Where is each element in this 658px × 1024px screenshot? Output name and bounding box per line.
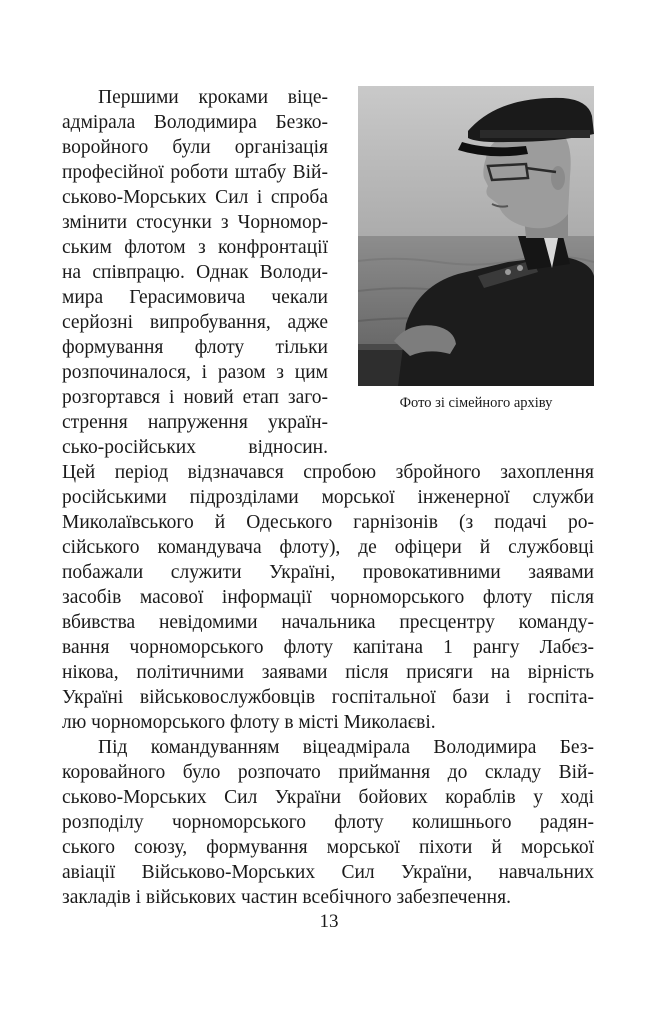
- text-line: формування флоту тільки: [62, 337, 328, 358]
- text-line: сько-російських відносин.: [62, 437, 328, 458]
- officer-photo: [358, 86, 594, 386]
- text-line: авіації Військово-Морських Сил України, навчальних: [62, 862, 594, 883]
- text-line: ськово-Морських Сил України бойових кораблів у ході: [62, 787, 594, 808]
- text-line: стрення напруження україн-: [62, 412, 328, 433]
- text-line: мира Герасимовича чекали: [62, 287, 328, 308]
- text-line: професійної роботи штабу Вій-: [62, 162, 328, 183]
- text-line: лю чорноморського флоту в місті Миколаєві.: [62, 712, 436, 733]
- text-line: сійського командувача флоту), де офіцери й службовці: [62, 537, 594, 558]
- text-line: розпочиналося, і разом з цим: [62, 362, 328, 383]
- text-line: Цей період відзначався спробою збройного захоплення: [62, 462, 594, 483]
- text-line: адмірала Володимира Безко-: [62, 112, 328, 133]
- text-line: ського союзу, формування морської піхоти й морської: [62, 837, 594, 858]
- text-line: розгортався і новий етап заго-: [62, 387, 328, 408]
- text-line: ськово-Морських Сил і спроба: [62, 187, 328, 208]
- page-number: 13: [319, 911, 339, 932]
- text-line: серйозні випробування, адже: [62, 312, 328, 333]
- text-line: розподілу чорноморського флоту колишнього радян-: [62, 812, 594, 833]
- text-line: закладів і військових частин всебічного забезпечення.: [62, 887, 511, 908]
- text-line: Миколаївського й Одеського гарнізонів (з подачі ро-: [62, 512, 594, 533]
- text-line: засобів масової інформації чорноморського флоту після: [62, 587, 594, 608]
- text-line: вання чорноморського флоту капітана 1 рангу Лабєз-: [62, 637, 594, 658]
- text-line: воройного були організація: [62, 137, 328, 158]
- text-line: побажали служити Україні, провокативними заявами: [62, 562, 594, 583]
- text-line: коровайного було розпочато приймання до складу Вій-: [62, 762, 594, 783]
- text-line: Першими кроками віце-: [98, 87, 328, 108]
- photo-caption: Фото зі сімейного архіву: [399, 395, 553, 411]
- text-line: російськими підрозділами морської інженерної служби: [62, 487, 594, 508]
- text-line: вбивства невідомими начальника пресцентру команду-: [62, 612, 594, 633]
- text-line: Україні військовослужбовців госпітальної бази і госпіта-: [62, 687, 594, 708]
- text-line: змінити стосунки з Чорномор-: [62, 212, 328, 233]
- text-line: ським флотом з конфронтації: [62, 237, 328, 258]
- officer-portrait-image: [358, 86, 594, 386]
- text-line: на співпрацю. Однак Володи-: [62, 262, 328, 283]
- text-line: нікова, політичними заявами після присяги на вірність: [62, 662, 594, 683]
- text-line: Під командуванням віцеадмірала Володимира Без-: [98, 737, 594, 758]
